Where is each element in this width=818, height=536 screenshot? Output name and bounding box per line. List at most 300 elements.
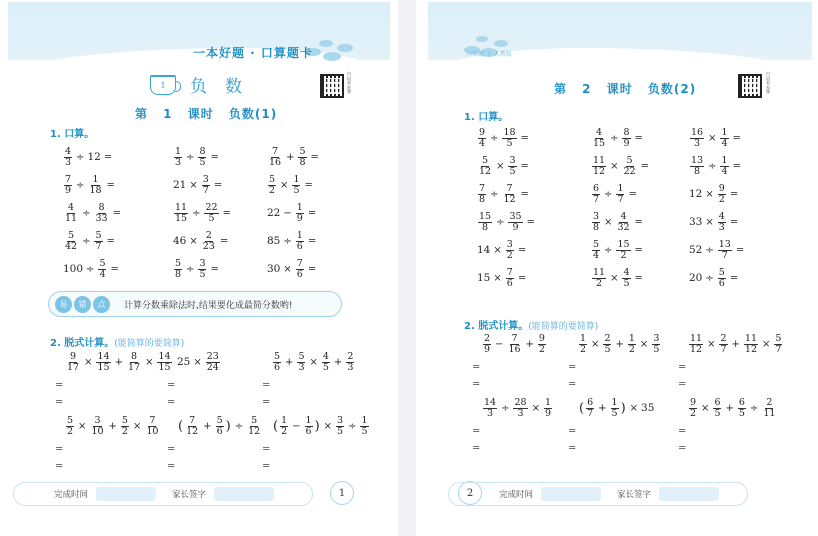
- numerator: 8: [130, 350, 138, 362]
- denominator: 5: [208, 212, 215, 224]
- fraction: [198, 147, 206, 168]
- fraction: [603, 334, 611, 355]
- numerator: 1: [361, 414, 368, 426]
- operator: ×: [280, 179, 289, 191]
- numerator: 4: [718, 210, 725, 222]
- integer: 52: [689, 244, 703, 256]
- expression: [55, 347, 171, 377]
- stepwise-problem[interactable]: [472, 329, 568, 393]
- fraction: [94, 231, 102, 252]
- oral-problem[interactable]: [477, 152, 591, 180]
- equals-sign: =: [112, 207, 121, 219]
- fraction: [145, 416, 159, 437]
- numerator: 11: [175, 201, 188, 213]
- denominator: 2: [596, 277, 603, 289]
- oral-problem[interactable]: [477, 124, 591, 152]
- operator: +: [525, 338, 534, 350]
- oral-problem[interactable]: [267, 227, 367, 255]
- oral-problem[interactable]: [63, 227, 173, 255]
- fraction: [689, 334, 703, 355]
- oral-problem[interactable]: [173, 255, 267, 283]
- answer-line[interactable]: =: [167, 397, 176, 408]
- integer: 46: [173, 235, 187, 247]
- fraction: [622, 128, 630, 149]
- answer-line[interactable]: =: [472, 443, 481, 454]
- expression: [472, 329, 568, 359]
- section-1-heading: 1. 口算。: [464, 112, 509, 123]
- numerator: 1: [305, 414, 312, 426]
- operator: −: [292, 420, 301, 432]
- operator: +: [114, 356, 123, 368]
- oral-problem[interactable]: [173, 171, 267, 199]
- stepwise-problem[interactable]: [167, 347, 262, 411]
- denominator: 7: [775, 343, 782, 355]
- answer-line[interactable]: =: [568, 443, 577, 454]
- completion-time-field[interactable]: [96, 487, 156, 501]
- stepwise-problem[interactable]: [262, 347, 362, 411]
- denominator: 5: [293, 184, 300, 196]
- fraction: [616, 184, 624, 205]
- numerator: 16: [691, 126, 704, 138]
- denominator: 11: [65, 212, 78, 224]
- numerator: 5: [68, 229, 75, 241]
- denominator: 7: [95, 240, 102, 252]
- denominator: 2: [506, 249, 513, 261]
- numerator: 3: [506, 238, 513, 250]
- fraction: [322, 352, 330, 373]
- answer-line[interactable]: =: [678, 379, 687, 390]
- parent-signature-label: 家长签字: [172, 490, 207, 500]
- equals-sign: =: [307, 263, 317, 275]
- oral-problem[interactable]: [173, 199, 267, 227]
- numerator: 35: [509, 210, 522, 222]
- fraction: [305, 416, 313, 437]
- equals-sign: =: [213, 179, 223, 191]
- oral-problem[interactable]: [689, 264, 789, 292]
- numerator: 5: [175, 257, 182, 269]
- fraction: [204, 203, 218, 224]
- equals-sign: =: [310, 151, 319, 163]
- oral-problem[interactable]: [477, 264, 591, 292]
- fraction: [774, 334, 782, 355]
- operator: ×: [493, 244, 502, 256]
- tip-text: 计算分数乘除法时,结果要化成最简分数哟!: [124, 300, 293, 311]
- denominator: 5: [506, 137, 513, 149]
- numerator: 5: [216, 414, 223, 426]
- expression: [167, 347, 262, 377]
- fraction: [592, 212, 600, 233]
- denominator: 4: [593, 249, 600, 261]
- stepwise-calc-grid: [55, 347, 368, 475]
- fraction: [96, 352, 110, 373]
- operator: ÷: [610, 132, 619, 144]
- equals-sign: =: [729, 272, 739, 284]
- operator: ÷: [186, 263, 195, 275]
- parent-signature-label: 家长签字: [617, 490, 652, 500]
- denominator: 23: [202, 240, 215, 252]
- fraction: [88, 175, 102, 196]
- series-title: 一本好题 · 口算题卡: [193, 46, 313, 60]
- oral-problem[interactable]: [267, 255, 367, 283]
- answer-line[interactable]: =: [167, 380, 176, 391]
- tip-badge-char: 点: [93, 296, 110, 313]
- numerator: 5: [251, 414, 258, 426]
- expression: [568, 393, 678, 423]
- answer-line[interactable]: =: [678, 426, 687, 437]
- integer: 25: [177, 356, 191, 368]
- stepwise-problem[interactable]: [55, 347, 171, 411]
- operator: +: [598, 402, 607, 414]
- operator: ×: [132, 420, 142, 432]
- numerator: 9: [718, 182, 725, 194]
- operator: ×: [496, 160, 505, 172]
- answer-line[interactable]: =: [262, 461, 271, 472]
- numerator: 1: [296, 201, 303, 213]
- denominator: 12: [186, 425, 199, 437]
- answer-line[interactable]: =: [167, 444, 176, 455]
- fraction: [478, 128, 486, 149]
- numerator: 5: [269, 173, 276, 185]
- numerator: 2: [720, 332, 727, 344]
- denominator: 3: [718, 221, 725, 233]
- oral-problem[interactable]: [63, 255, 173, 283]
- stepwise-problem[interactable]: [167, 411, 262, 475]
- denominator: 3: [175, 156, 182, 168]
- denominator: 12: [248, 425, 261, 437]
- oral-problem[interactable]: [689, 236, 789, 264]
- oral-problem[interactable]: [63, 171, 173, 199]
- fraction: [506, 240, 514, 261]
- numerator: 6: [593, 182, 600, 194]
- answer-line[interactable]: =: [55, 444, 64, 455]
- answer-line[interactable]: =: [55, 380, 64, 391]
- numerator: 9: [479, 126, 486, 138]
- equals-sign: =: [634, 132, 643, 144]
- operator: ÷: [749, 402, 759, 414]
- equals-sign: =: [640, 160, 649, 172]
- equals-sign: =: [307, 235, 317, 247]
- operator: +: [285, 356, 294, 368]
- fraction: [720, 156, 728, 177]
- stepwise-problem[interactable]: [678, 393, 783, 457]
- numerator: 5: [298, 350, 305, 362]
- numerator: 3: [202, 173, 209, 185]
- fraction: [713, 398, 721, 419]
- parent-signature-field[interactable]: [214, 487, 274, 501]
- equals-sign: =: [103, 151, 113, 163]
- completion-time-label: 完成时间: [499, 490, 534, 500]
- operator: ×: [705, 188, 714, 200]
- denominator: 15: [97, 361, 110, 373]
- expression: [167, 411, 262, 441]
- answer-line[interactable]: =: [568, 379, 577, 390]
- denominator: 8: [299, 156, 306, 168]
- fraction: [652, 334, 660, 355]
- answer-line[interactable]: =: [678, 362, 687, 373]
- denominator: 8: [482, 221, 489, 233]
- denominator: 12: [479, 165, 492, 177]
- oral-problem[interactable]: [173, 143, 267, 171]
- equals-sign: =: [304, 179, 313, 191]
- operator: ÷: [490, 132, 499, 144]
- numerator: 3: [94, 414, 101, 426]
- numerator: 3: [337, 414, 344, 426]
- integer: 85: [267, 235, 281, 247]
- fraction: [64, 175, 72, 196]
- integer: 21: [173, 179, 187, 191]
- chapter-number-icon: 1: [150, 75, 176, 95]
- denominator: 2: [121, 425, 128, 437]
- operator: ×: [193, 356, 202, 368]
- denominator: 2: [718, 193, 725, 205]
- qr-code-icon[interactable]: [320, 74, 344, 98]
- numerator: 6: [714, 396, 721, 408]
- answer-line[interactable]: =: [55, 397, 64, 408]
- oral-problem[interactable]: [689, 152, 789, 180]
- tip-badge-char: 易: [55, 296, 72, 313]
- operator: ÷: [186, 151, 195, 163]
- answer-line[interactable]: =: [55, 461, 64, 472]
- answer-line[interactable]: =: [262, 444, 271, 455]
- numerator: 11: [690, 332, 703, 344]
- oral-problem[interactable]: [591, 208, 689, 236]
- numerator: 1: [617, 182, 624, 194]
- denominator: 7: [617, 193, 624, 205]
- oral-problem[interactable]: [477, 208, 591, 236]
- operator: ÷: [705, 272, 714, 284]
- oral-problem[interactable]: [477, 180, 591, 208]
- oral-calc-grid: [63, 143, 367, 283]
- fraction: [586, 398, 594, 419]
- operator: ÷: [708, 160, 717, 172]
- answer-line[interactable]: =: [262, 397, 271, 408]
- stepwise-problem[interactable]: [55, 411, 167, 475]
- numerator: 5: [67, 414, 74, 426]
- operator: ×: [84, 356, 93, 368]
- fraction: [174, 203, 188, 224]
- stepwise-calc-grid: [472, 329, 783, 457]
- fraction: [720, 128, 728, 149]
- numerator: 4: [596, 126, 603, 138]
- operator: ÷: [86, 263, 95, 275]
- oral-problem[interactable]: [689, 180, 789, 208]
- denominator: 3: [694, 137, 701, 149]
- denominator: 6: [718, 277, 725, 289]
- denominator: 6: [305, 425, 312, 437]
- answer-line[interactable]: =: [568, 426, 577, 437]
- denominator: 9: [623, 137, 630, 149]
- denominator: 8: [593, 221, 600, 233]
- equals-sign: =: [110, 263, 119, 275]
- parenthesis: (: [178, 418, 184, 434]
- oral-problem[interactable]: [477, 236, 591, 264]
- numerator: 1: [611, 396, 618, 408]
- operator: +: [286, 151, 295, 163]
- operator: +: [108, 420, 117, 432]
- stepwise-problem[interactable]: [262, 411, 368, 475]
- oral-problem[interactable]: [591, 152, 689, 180]
- fraction: [611, 398, 619, 419]
- integer: 14: [477, 244, 491, 256]
- equals-sign: =: [729, 216, 739, 228]
- numerator: 2: [604, 332, 611, 344]
- denominator: 4: [721, 165, 728, 177]
- fraction: [718, 184, 726, 205]
- stepwise-problem[interactable]: [568, 329, 678, 393]
- answer-line[interactable]: =: [472, 362, 481, 373]
- denominator: 5: [611, 407, 618, 419]
- operator: ÷: [283, 235, 292, 247]
- oral-problem[interactable]: [689, 124, 789, 152]
- fraction: [544, 398, 552, 419]
- answer-line[interactable]: =: [678, 443, 687, 454]
- denominator: 42: [65, 240, 78, 252]
- numerator: 14: [158, 350, 171, 362]
- parent-signature-field[interactable]: [659, 487, 719, 501]
- oral-problem[interactable]: [63, 143, 173, 171]
- answer-line[interactable]: =: [472, 379, 481, 390]
- numerator: 4: [322, 350, 329, 362]
- equals-sign: =: [210, 263, 219, 275]
- completion-time-label: 完成时间: [54, 490, 89, 500]
- denominator: 4: [99, 268, 106, 280]
- numerator: 1: [628, 332, 635, 344]
- fraction: [297, 352, 305, 373]
- numerator: 5: [718, 266, 725, 278]
- denominator: 10: [91, 425, 104, 437]
- numerator: 5: [274, 350, 281, 362]
- denominator: 5: [653, 343, 660, 355]
- equals-sign: =: [732, 160, 741, 172]
- numerator: 11: [593, 154, 606, 166]
- oral-problem[interactable]: [173, 227, 267, 255]
- numerator: 1: [293, 173, 300, 185]
- fraction: [94, 203, 108, 224]
- denominator: 2: [690, 407, 697, 419]
- numerator: 6: [738, 396, 745, 408]
- oral-problem[interactable]: [591, 236, 689, 264]
- denominator: 5: [199, 156, 206, 168]
- stepwise-problem[interactable]: [472, 393, 568, 457]
- numerator: 15: [617, 238, 630, 250]
- denominator: 10: [146, 425, 159, 437]
- denominator: 16: [508, 343, 521, 355]
- denominator: 12: [503, 193, 516, 205]
- operator: +: [203, 420, 212, 432]
- denominator: 6: [274, 361, 281, 373]
- parenthesis: (: [579, 400, 585, 416]
- operator: ×: [591, 338, 600, 350]
- chapter-title: 负数: [190, 77, 260, 97]
- equals-sign: =: [526, 216, 535, 228]
- denominator: 2: [281, 425, 288, 437]
- fraction: [579, 334, 587, 355]
- equals-sign: =: [732, 132, 741, 144]
- fraction: [296, 231, 304, 252]
- numerator: 18: [503, 126, 516, 138]
- operator: +: [731, 338, 740, 350]
- fraction: [64, 203, 78, 224]
- fraction: [592, 128, 606, 149]
- fraction: [483, 398, 497, 419]
- oral-problem[interactable]: [591, 264, 689, 292]
- fraction: [216, 416, 224, 437]
- denominator: 6: [216, 425, 223, 437]
- integer: 100: [63, 263, 84, 275]
- fraction: [508, 156, 516, 177]
- denominator: 4: [479, 137, 486, 149]
- oral-problem[interactable]: [591, 124, 689, 152]
- answer-line[interactable]: =: [568, 362, 577, 373]
- oral-problem[interactable]: [591, 180, 689, 208]
- completion-time-field[interactable]: [541, 487, 601, 501]
- fraction: [185, 416, 199, 437]
- oral-problem[interactable]: [267, 199, 367, 227]
- operator: ×: [707, 338, 716, 350]
- numerator: 5: [482, 154, 489, 166]
- integer: 30: [267, 263, 281, 275]
- oral-problem[interactable]: [689, 208, 789, 236]
- denominator: 2: [580, 343, 587, 355]
- equals-sign: =: [517, 272, 527, 284]
- stepwise-problem[interactable]: [678, 329, 783, 393]
- numerator: 14: [484, 396, 497, 408]
- fraction: [296, 259, 304, 280]
- oral-problem[interactable]: [267, 171, 367, 199]
- numerator: 2: [484, 332, 491, 344]
- equals-sign: =: [517, 244, 527, 256]
- operator: ×: [708, 132, 717, 144]
- numerator: 4: [68, 201, 75, 213]
- parenthesis: ): [225, 418, 231, 434]
- stepwise-problem[interactable]: [568, 393, 678, 457]
- operator: ×: [705, 216, 714, 228]
- oral-problem[interactable]: [63, 199, 173, 227]
- denominator: 6: [296, 268, 303, 280]
- numerator: 8: [623, 126, 630, 138]
- oral-problem[interactable]: [267, 143, 367, 171]
- denominator: 8: [479, 193, 486, 205]
- fraction: [478, 156, 492, 177]
- numerator: 4: [620, 210, 627, 222]
- numerator: 9: [70, 350, 77, 362]
- operator: ×: [145, 356, 154, 368]
- denominator: 22: [623, 165, 636, 177]
- numerator: 1: [580, 332, 587, 344]
- operator: ×: [189, 179, 198, 191]
- denominator: 12: [593, 165, 606, 177]
- numerator: 4: [65, 145, 72, 157]
- fraction: [121, 416, 129, 437]
- equals-sign: =: [634, 216, 643, 228]
- answer-line[interactable]: =: [262, 380, 271, 391]
- operator: ÷: [501, 402, 510, 414]
- answer-line[interactable]: =: [472, 426, 481, 437]
- fraction: [206, 352, 220, 373]
- denominator: 5: [361, 425, 368, 437]
- numerator: 3: [199, 257, 206, 269]
- qr-code-icon[interactable]: [738, 74, 762, 98]
- left-page: [0, 0, 398, 536]
- operator: −: [495, 338, 504, 350]
- chapter-heading: [150, 72, 260, 97]
- operator: ×: [323, 420, 333, 432]
- answer-line[interactable]: =: [167, 461, 176, 472]
- numerator: 5: [626, 154, 633, 166]
- numerator: 7: [272, 145, 279, 157]
- numerator: 1: [92, 173, 99, 185]
- numerator: 23: [206, 350, 219, 362]
